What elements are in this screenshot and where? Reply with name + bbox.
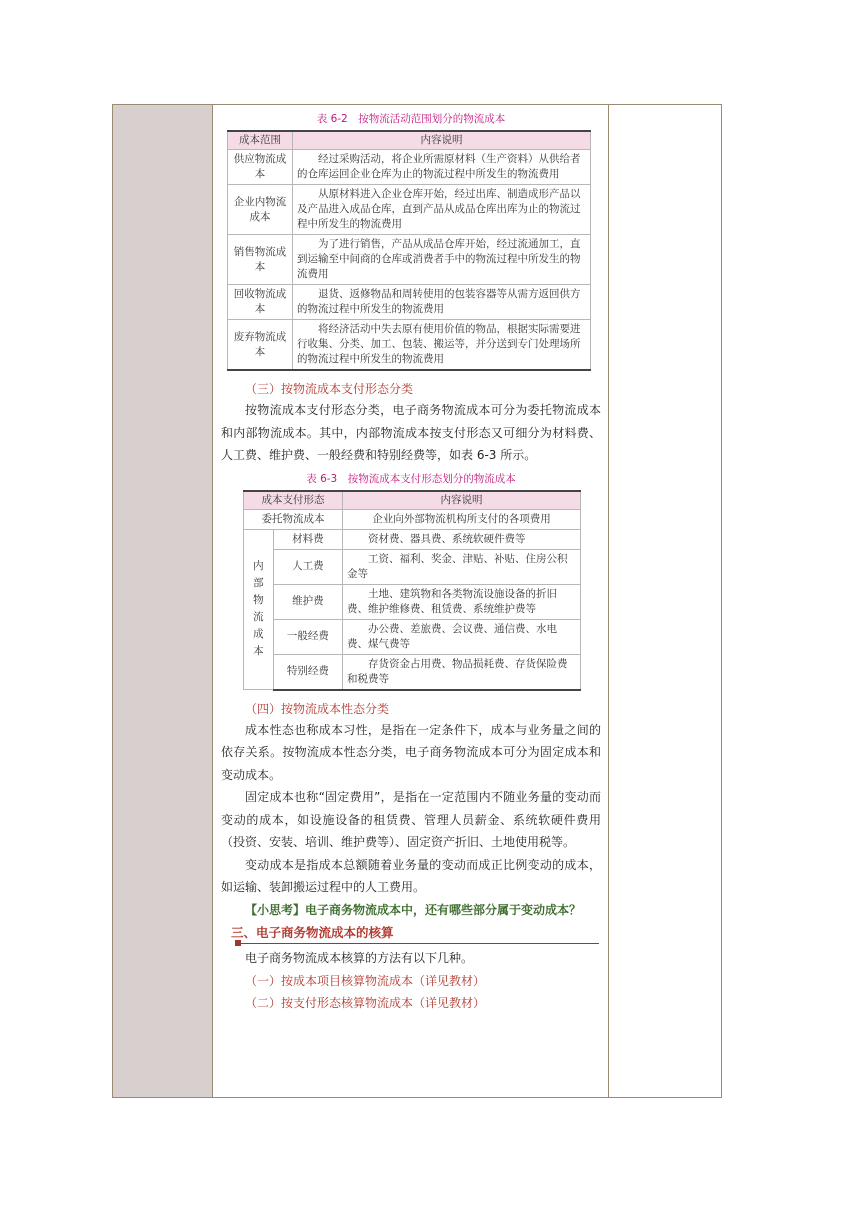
table-row: 维护费 土地、建筑物和各类物流设施设备的折旧费、维护维修费、租赁费、系统维护费等 <box>244 584 581 619</box>
table-header: 成本范围 <box>228 131 293 150</box>
section-3-paragraph: 按物流成本支付形态分类，电子商务物流成本可分为委托物流成本和内部物流成本。其中，内部物流成本按支付形态又可细分为材料费、人工费、维护费、一般经费和特别经费等，如表 6-3 所示。 <box>221 403 601 462</box>
section-4-paragraph: 固定成本也称“固定费用”，是指在一定范围内不随业务量的变动而变动的成本，如设施设备的租赁费、管理人员薪金、系统软硬件费用（投资、安装、培训、维护费等）、固定资产折旧、土地使用税等。 <box>221 790 601 849</box>
table-row: 一般经费 办公费、差旅费、会议费、通信费、水电费、煤气费等 <box>244 619 581 654</box>
table-6-2 <box>227 130 591 371</box>
think-question: 【小思考】电子商务物流成本中，还有哪些部分属于变动成本？ <box>245 902 582 917</box>
table-header: 内容说明 <box>293 131 591 150</box>
table-row: 委托物流成本 企业向外部物流机构所支付的各项费用 <box>244 509 581 529</box>
table-row: 回收物流成本 退货、返修物品和周转使用的包装容器等从需方返回供方的物流过程中所发生的物流费用 <box>228 285 591 320</box>
section-three-intro: 电子商务物流成本核算的方法有以下几种。 <box>245 951 474 965</box>
table-row: 废弃物流成本 将经济活动中失去原有使用价值的物品，根据实际需要进行收集、分类、加工、包装、搬运等，并分送到专门处理场所的物流过程中所发生的物流费用 <box>228 320 591 371</box>
method-item: （一）按成本项目核算物流成本（详见教材） <box>245 973 486 988</box>
main-content <box>221 105 601 1015</box>
internal-cost-label: 内部物流成本 <box>244 529 274 690</box>
section-three-title: 三、电子商务物流成本的核算 <box>231 925 394 940</box>
section-4-paragraph: 成本性态也称成本习性，是指在一定条件下，成本与业务量之间的依存关系。按物流成本性态分类，电子商务物流成本可分为固定成本和变动成本。 <box>221 722 601 782</box>
lesson-table-frame <box>112 104 722 1098</box>
table-row: 人工费 工资、福利、奖金、津贴、补贴、住房公积金等 <box>244 549 581 584</box>
table-row: 销售物流成本 为了进行销售，产品从成品仓库开始，经过流通加工，直到运输至中间商的仓库或消费者手中的物流过程中所发生的物流费用 <box>228 235 591 285</box>
section-4-paragraph: 变动成本是指成本总额随着业务量的变动而成正比例变动的成本，如运输、装卸搬运过程中的人工费用。 <box>221 857 601 894</box>
section-4-heading: （四）按物流成本性态分类 <box>245 701 390 716</box>
table-6-3-caption: 表 6-3 按物流成本支付形态划分的物流成本 <box>306 472 516 485</box>
table-header: 内容说明 <box>343 491 581 510</box>
table-row: 供应物流成本 经过采购活动，将企业所需原材料（生产资料）从供给者的仓库运回企业仓库为止的物流过程中所发生的物流费用 <box>228 150 591 185</box>
method-item: （二）按支付形态核算物流成本（详见教材） <box>245 996 486 1010</box>
bullet-square-icon <box>235 940 241 946</box>
section-title-underline <box>237 943 599 944</box>
table-row: 企业内物流成本 从原材料进入企业仓库开始，经过出库、制造成形产品以及产品进入成品仓库，直到产品从成品仓库出库为止的物流过程中所发生的物流费用 <box>228 185 591 235</box>
table-6-3 <box>243 490 581 691</box>
right-column-divider <box>608 105 609 1097</box>
table-row: 特别经费 存货资金占用费、物品损耗费、存货保险费和税费等 <box>244 654 581 690</box>
table-header: 成本支付形态 <box>244 491 343 510</box>
table-row: 内部物流成本 材料费 资材费、器具费、系统软硬件费等 <box>244 529 581 549</box>
left-column <box>113 105 213 1097</box>
section-3-heading: （三）按物流成本支付形态分类 <box>245 382 414 396</box>
table-6-2-caption: 表 6-2 按物流活动范围划分的物流成本 <box>316 113 506 125</box>
